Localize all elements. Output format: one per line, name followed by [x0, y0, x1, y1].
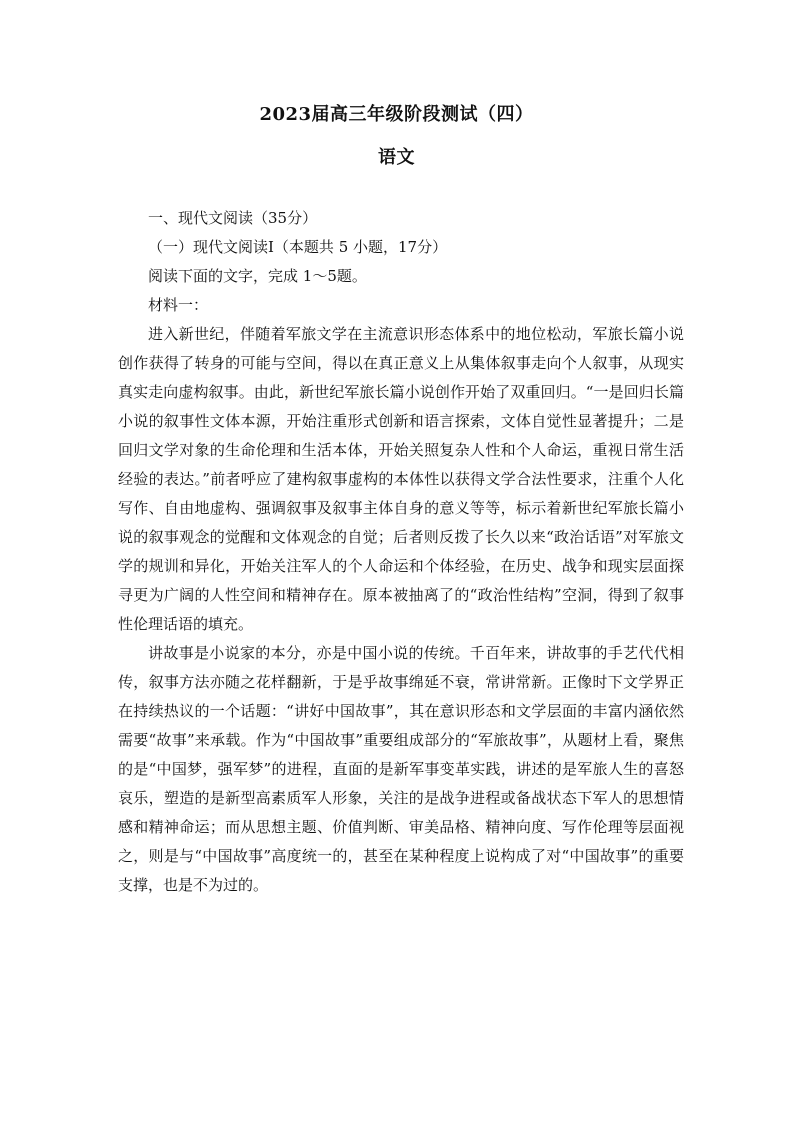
body-paragraph-1: 进入新世纪，伴随着军旅文学在主流意识形态体系中的地位松动，军旅长篇小说创作获得了转身的可能与空间，得以在真正意义上从集体叙事走向个人叙事，从现实真实走向虚构叙事。由此，新世纪军旅长篇小说创作开始了双重回归。“一是回归长篇小说的叙事性文体本源，开始注重形式创新和语言探索，文体自觉性显著提升；二是回归文学对象的生命伦理和生活本体，开始关照复杂人性和个人命运，重视日常生活经验的表达。”前者呼应了建构叙事虚构的本体性以获得文学合法性要求，注重个人化写作、自由地虚构、强调叙事及叙事主体自身的意义等等，标示着新世纪军旅长篇小说的叙事观念的觉醒和文体观念的自觉；后者则反拨了长久以来“政治话语”对军旅文学的规训和异化，开始关注军人的个人命运和个体经验，在历史、战争和现实层面探寻更为广阔的人性空间和精神存在。原本被抽离了的“政治性结构”空洞，得到了叙事性伦理话语的填充。: [118, 325, 684, 633]
reading-instruction: 阅读下面的文字，完成 1～5题。: [148, 267, 367, 285]
subject-title: 语文: [378, 147, 415, 168]
subsection-heading: （一）现代文阅读Ⅰ（本题共 5 小题，17分）: [148, 238, 448, 256]
section-heading: 一、现代文阅读（35分）: [148, 209, 318, 227]
document-body: [118, 204, 684, 900]
body-paragraph-2: 讲故事是小说家的本分，亦是中国小说的传统。千百年来，讲故事的手艺代代相传，叙事方法亦随之花样翻新，于是乎故事绵延不衰，常讲常新。正像时下文学界正在持续热议的一个话题：“讲好中国故事”，其在意识形态和文学层面的丰富内涵依然需要“故事”来承载。作为“中国故事”重要组成部分的“军旅故事”，从题材上看，聚焦的是“中国梦，强军梦”的进程，直面的是新军事变革实践，讲述的是军旅人生的喜怒哀乐，塑造的是新型高素质军人形象，关注的是战争进程或备战状态下军人的思想情感和精神命运；而从思想主题、价值判断、审美品格、精神向度、写作伦理等层面视之，则是与“中国故事”高度统一的，甚至在某种程度上说构成了对“中国故事”的重要支撑，也是不为过的。: [118, 644, 684, 894]
exam-title: 2023届高三年级阶段测试（四）: [259, 104, 534, 125]
material-label: 材料一：: [148, 296, 209, 314]
